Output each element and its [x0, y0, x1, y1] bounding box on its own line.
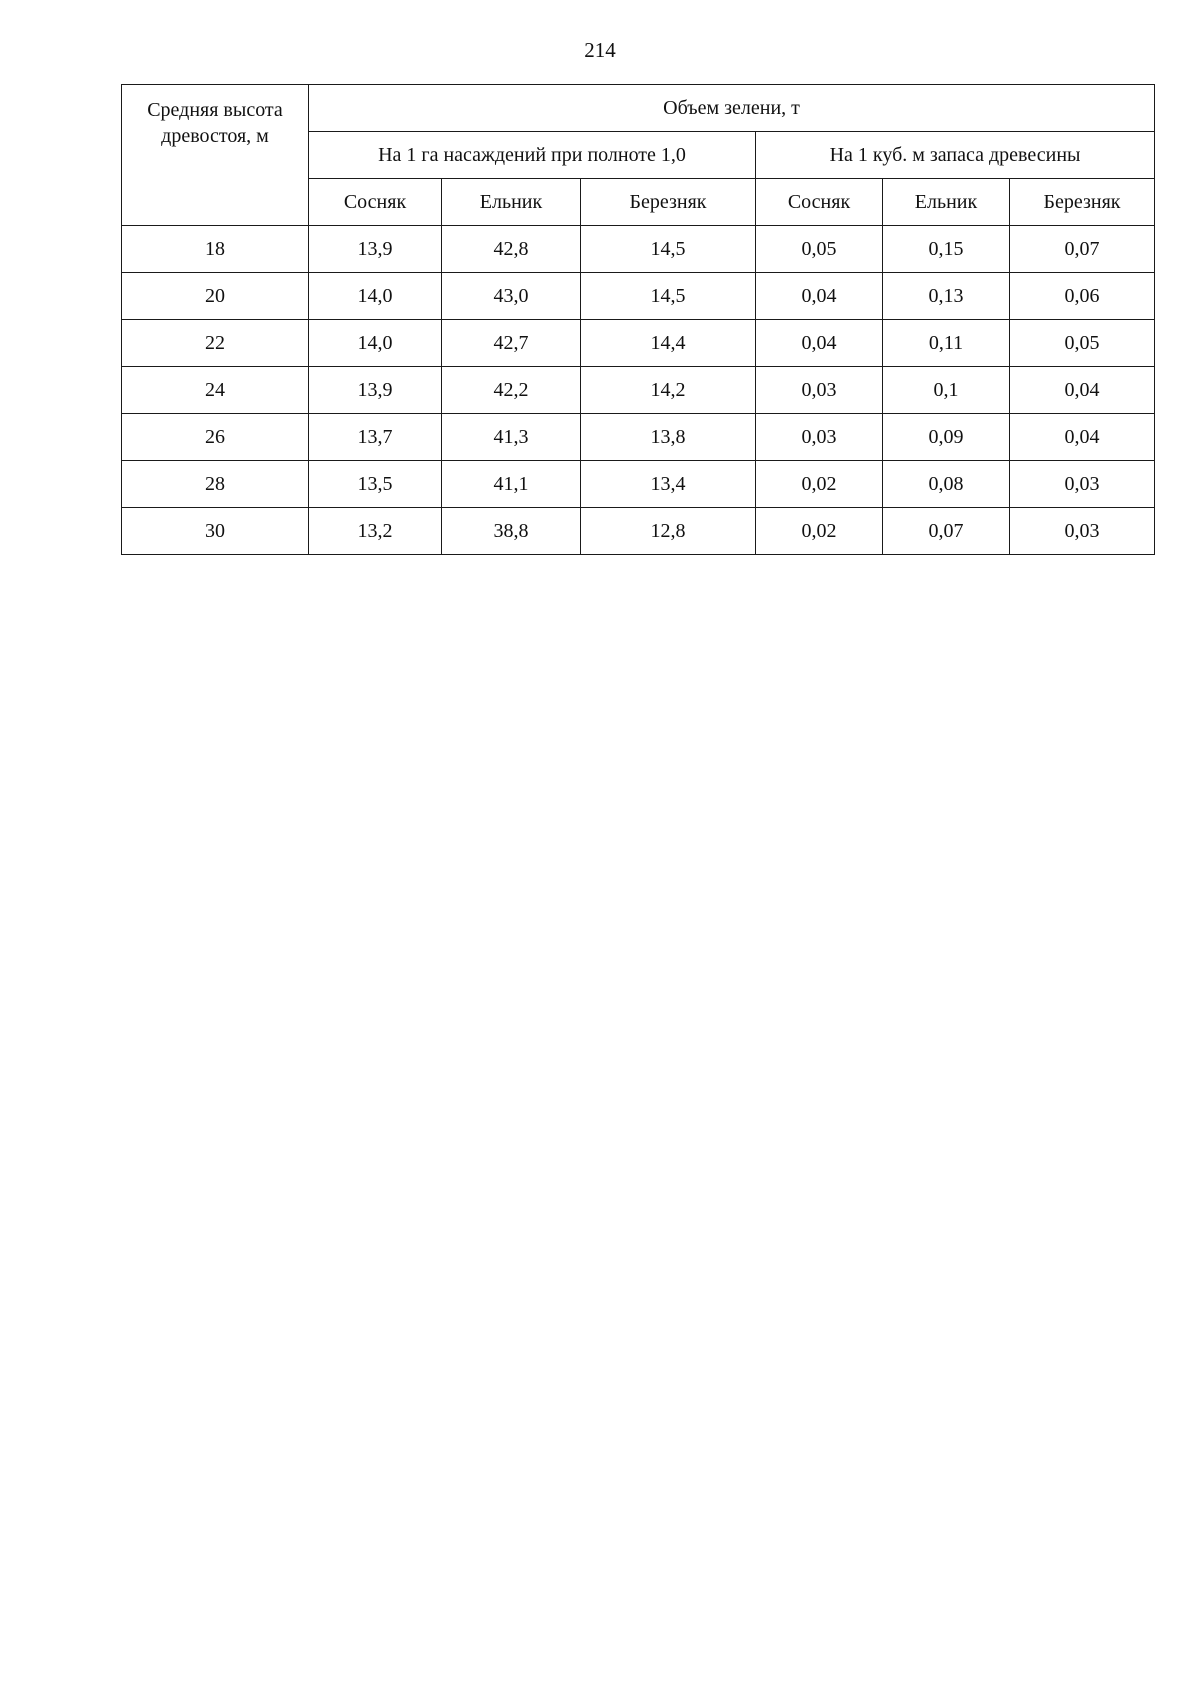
- table-row: [122, 461, 1155, 508]
- table-row: [122, 508, 1155, 555]
- data-table: [121, 84, 1155, 555]
- table-cell: 41,1: [442, 461, 581, 508]
- table-cell: 0,04: [1010, 414, 1155, 461]
- table-cell: 13,9: [309, 226, 442, 273]
- table-cell: 0,03: [756, 367, 883, 414]
- table-cell: 0,03: [1010, 508, 1155, 555]
- column-header: Сосняк: [756, 179, 883, 226]
- table-cell: 14,4: [581, 320, 756, 367]
- table-cell: 0,05: [1010, 320, 1155, 367]
- group-header: Объем зелени, т: [309, 85, 1155, 132]
- table-cell: 13,9: [309, 367, 442, 414]
- table-cell: 0,03: [1010, 461, 1155, 508]
- header-row-group: [122, 85, 1155, 132]
- table-cell: 13,5: [309, 461, 442, 508]
- table-row: [122, 367, 1155, 414]
- table-cell: 14,2: [581, 367, 756, 414]
- table-row: [122, 273, 1155, 320]
- height-cell: 24: [122, 367, 309, 414]
- height-cell: 28: [122, 461, 309, 508]
- table-cell: 13,4: [581, 461, 756, 508]
- page-number: 214: [584, 38, 616, 62]
- stub-header: Средняя высота древостоя, м: [122, 85, 309, 226]
- table-cell: 0,02: [756, 461, 883, 508]
- table-cell: 14,0: [309, 273, 442, 320]
- column-header: Ельник: [883, 179, 1010, 226]
- table-body: [122, 226, 1155, 555]
- table-cell: 0,04: [1010, 367, 1155, 414]
- table-cell: 13,2: [309, 508, 442, 555]
- table-cell: 0,09: [883, 414, 1010, 461]
- height-cell: 18: [122, 226, 309, 273]
- table-cell: 0,04: [756, 320, 883, 367]
- height-cell: 26: [122, 414, 309, 461]
- column-header: Березняк: [581, 179, 756, 226]
- table-cell: 41,3: [442, 414, 581, 461]
- table-cell: 0,05: [756, 226, 883, 273]
- table-cell: 13,8: [581, 414, 756, 461]
- column-header: Березняк: [1010, 179, 1155, 226]
- table-cell: 0,07: [1010, 226, 1155, 273]
- table-row: [122, 320, 1155, 367]
- table-cell: 0,11: [883, 320, 1010, 367]
- table-header: [122, 85, 1155, 226]
- subgroup-header-per-cubic-meter: На 1 куб. м запаса древесины: [756, 132, 1155, 179]
- table-cell: 14,5: [581, 273, 756, 320]
- table-row: [122, 226, 1155, 273]
- table-cell: 14,0: [309, 320, 442, 367]
- table-cell: 0,02: [756, 508, 883, 555]
- table-cell: 42,8: [442, 226, 581, 273]
- table-cell: 0,03: [756, 414, 883, 461]
- table-cell: 13,7: [309, 414, 442, 461]
- table-cell: 0,07: [883, 508, 1010, 555]
- table-cell: 0,06: [1010, 273, 1155, 320]
- table-cell: 38,8: [442, 508, 581, 555]
- table-cell: 43,0: [442, 273, 581, 320]
- table-cell: 0,1: [883, 367, 1010, 414]
- height-cell: 30: [122, 508, 309, 555]
- height-cell: 22: [122, 320, 309, 367]
- table-cell: 42,2: [442, 367, 581, 414]
- table-cell: 0,13: [883, 273, 1010, 320]
- column-header: Ельник: [442, 179, 581, 226]
- table-cell: 42,7: [442, 320, 581, 367]
- table-cell: 12,8: [581, 508, 756, 555]
- height-cell: 20: [122, 273, 309, 320]
- table-cell: 14,5: [581, 226, 756, 273]
- table-cell: 0,08: [883, 461, 1010, 508]
- column-header: Сосняк: [309, 179, 442, 226]
- table-cell: 0,15: [883, 226, 1010, 273]
- subgroup-header-per-hectare: На 1 га насаждений при полноте 1,0: [309, 132, 756, 179]
- table-row: [122, 414, 1155, 461]
- table-cell: 0,04: [756, 273, 883, 320]
